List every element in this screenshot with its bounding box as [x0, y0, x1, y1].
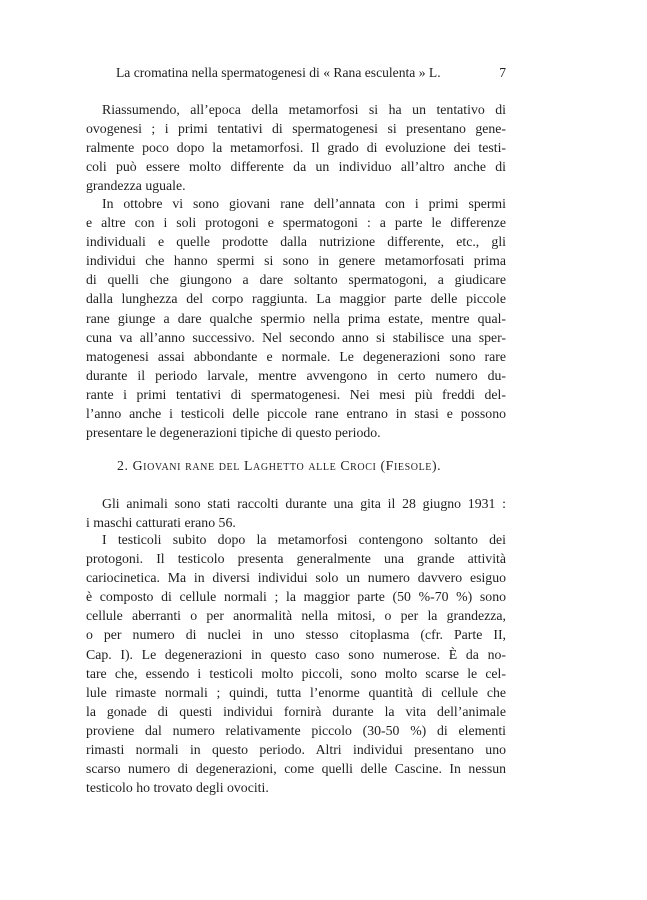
text-line: coli può essere molto differente da un individuo all’altro anche di	[86, 159, 506, 175]
page-number: 7	[499, 65, 506, 80]
text-line: durante il periodo larvale, mentre avvengono in certo numero du-	[86, 367, 506, 383]
text-line: o per numero di nuclei in uno stesso citoplasma (cfr. Parte II,	[86, 627, 506, 643]
text-line: testicolo ho trovato degli ovociti.	[86, 780, 269, 796]
text-line: proviene dal numero relativamente piccolo (30-50 %) di elementi	[86, 722, 506, 738]
text-line: tare che, essendo i testicoli molto piccoli, sono molto scarse le cel-	[86, 665, 506, 681]
text-line: protogoni. Il testicolo presenta generalmente una grande attività	[86, 551, 506, 567]
paragraph-october	[86, 194, 506, 442]
text-line: ralmente poco dopo la metamorfosi. Il grado di evoluzione dei testi-	[86, 140, 506, 156]
text-line: rimasti normali in questo periodo. Altri individui presentano uno	[86, 742, 506, 758]
text-line: è composto di cellule normali ; la maggior parte (50 %-70 %) sono	[86, 589, 506, 605]
text-line: i maschi catturati erano 56.	[86, 515, 236, 531]
text-line: rane giunge a dare qualche spermio nella prima estate, mentre qual-	[86, 310, 506, 326]
text-line: ovogenesi ; i primi tentativi di spermatogenesi si presentano gene-	[86, 121, 506, 137]
section-heading: 2. Giovani rane del Laghetto alle Croci (Fiesole).	[117, 458, 442, 473]
text-line: scarso numero di degenerazioni, come quelli delle Cascine. In nessun	[86, 761, 506, 777]
text-line: lule rimaste normali ; quindi, tutta l’enorme quantità di cellule che	[86, 684, 506, 700]
text-line: Cap. I). Le degenerazioni in questo caso sono numerose. È da no-	[86, 646, 506, 662]
text-line: individui che hanno spermi si sono in genere metamorfosati prima	[86, 253, 506, 269]
text-line: dalla lunghezza del corpo raggiunta. La maggior parte delle piccole	[86, 291, 506, 307]
text-line: grandezza uguale.	[86, 178, 186, 194]
text-line: rante i primi tentativi di spermatogenesi. Nei mesi più freddi del-	[86, 386, 506, 402]
text-line: di quelli che giungono a dare soltanto spermatogoni, a giudicare	[86, 272, 506, 288]
text-line: Riassumendo, all’epoca della metamorfosi si ha un tentativo di	[102, 102, 506, 117]
text-line: cellule aberranti o per anormalità nella mitosi, o per la grandezza,	[86, 608, 506, 624]
text-line: presentare le degenerazioni tipiche di questo periodo.	[86, 425, 381, 441]
text-line: la gonade di questi individui fornirà durante la vita dell’animale	[86, 703, 506, 719]
running-head-title: La cromatina nella spermatogenesi di « Rana esculenta » L.	[116, 65, 441, 80]
text-line: e altre con i soli protogoni e spermatogoni : a parte le differenze	[86, 215, 506, 231]
text-line: cariocinetica. Ma in diversi individui solo un numero davvero esiguo	[86, 570, 506, 586]
text-line: In ottobre vi sono giovani rane dell’annata con i primi spermi	[102, 196, 506, 211]
text-line: individuali e quelle prodotte dalla nutrizione differente, etc., gli	[86, 234, 506, 250]
text-line: cuna va all’anno successivo. Nel secondo anno si stabilisce una sper-	[86, 329, 506, 345]
running-head	[116, 64, 506, 82]
paragraph-testicles	[86, 530, 506, 797]
paragraph-summary	[86, 100, 506, 195]
text-line: I testicoli subito dopo la metamorfosi contengono soltanto dei	[102, 532, 506, 547]
text-line: l’anno anche i testicoli delle piccole rane entrano in stasi e possono	[86, 406, 506, 422]
paragraph-collection	[86, 494, 506, 532]
text-line: matogenesi assai abbondante e normale. Le degenerazioni sono rare	[86, 348, 506, 364]
text-line: Gli animali sono stati raccolti durante una gita il 28 giugno 1931 :	[102, 496, 506, 511]
